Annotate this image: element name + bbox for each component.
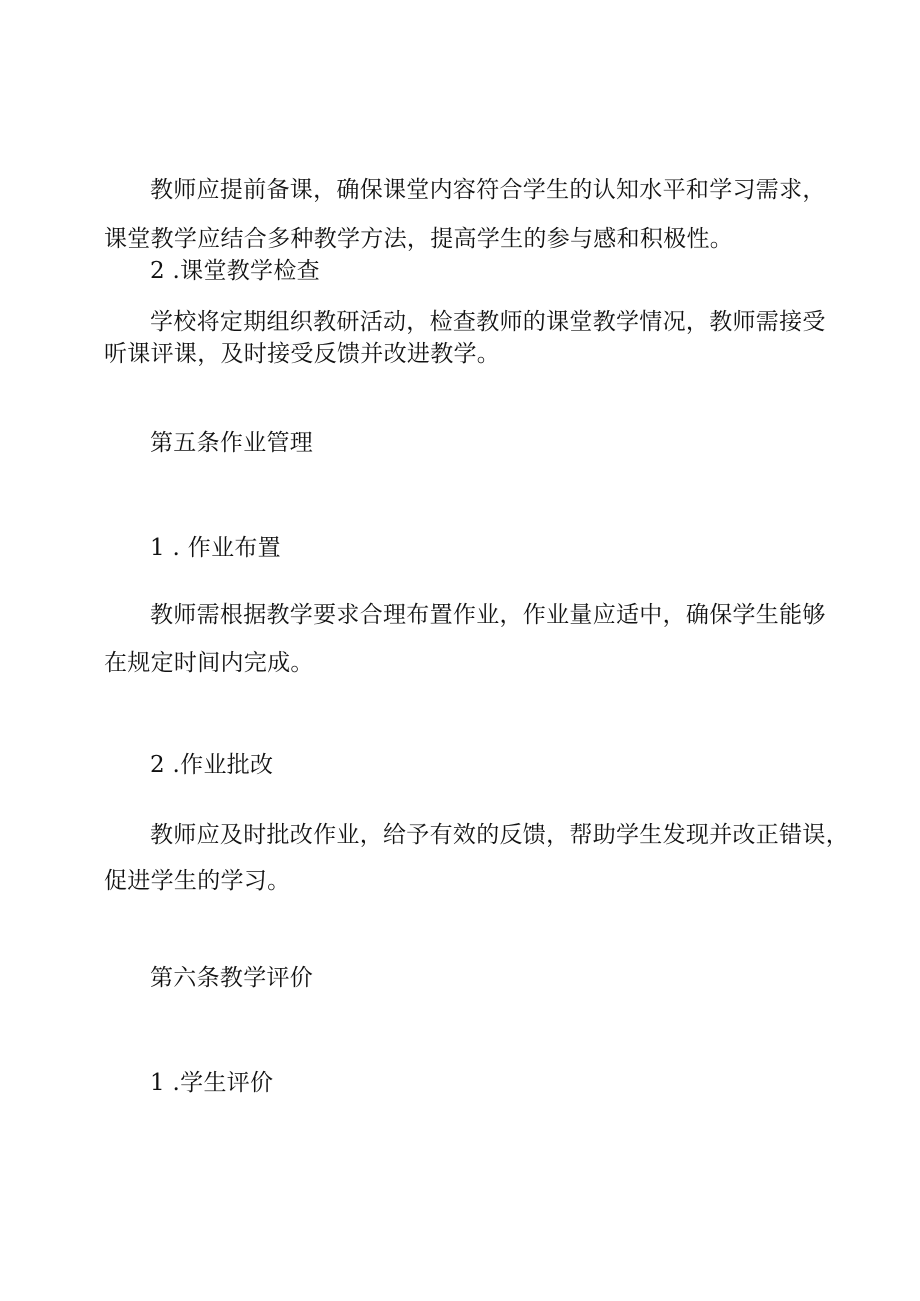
paragraph-line: 在规定时间内完成。 — [104, 650, 314, 676]
subheading: 1 .学生评价 — [150, 1070, 274, 1096]
paragraph-line: 教师需根据教学要求合理布置作业，作业量应适中，确保学生能够 — [150, 602, 826, 628]
paragraph-line: 课堂教学应结合多种教学方法，提高学生的参与感和积极性。 — [104, 226, 734, 252]
subheading: 2 .课堂教学检查 — [150, 258, 320, 284]
paragraph-line: 听课评课，及时接受反馈并改进教学。 — [104, 341, 501, 367]
paragraph-line: 教师应及时批改作业，给予有效的反馈，帮助学生发现并改正错误， — [150, 822, 849, 848]
paragraph-line: 学校将定期组织教研活动，检查教师的课堂教学情况，教师需接受 — [150, 309, 826, 335]
paragraph-line: 促进学生的学习。 — [104, 868, 291, 894]
article-heading: 第五条作业管理 — [150, 430, 314, 456]
subheading: 2 .作业批改 — [150, 752, 274, 778]
paragraph-line: 教师应提前备课，确保课堂内容符合学生的认知水平和学习需求， — [150, 177, 826, 203]
article-heading: 第六条教学评价 — [150, 965, 314, 991]
subheading: 1 . 作业布置 — [150, 535, 281, 561]
